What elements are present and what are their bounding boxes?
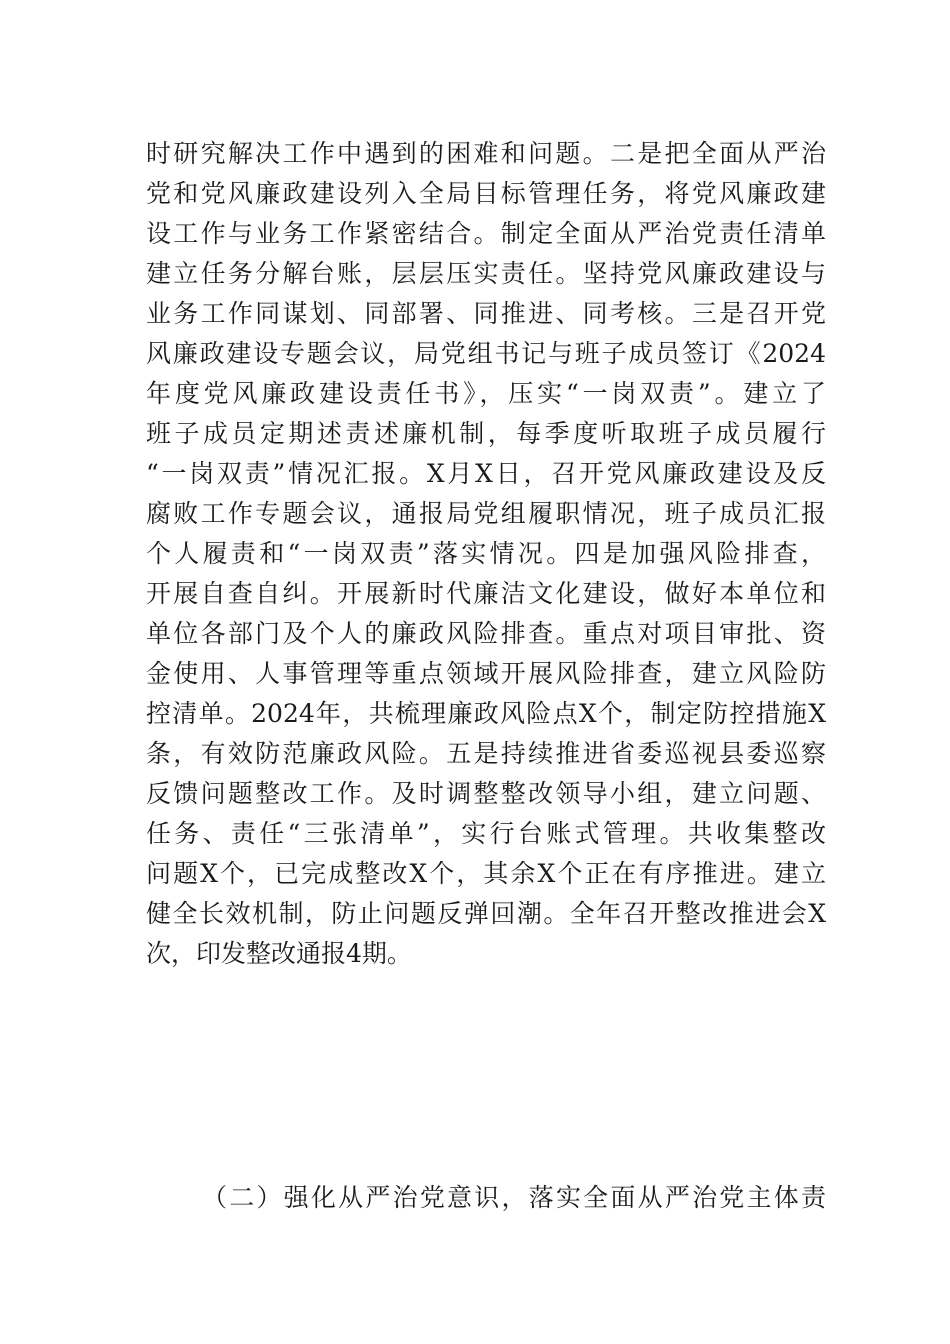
paragraph-line-13: 单位各部门及个人的廉政风险排查。重点对项目审批、资 [146, 619, 826, 648]
paragraph-line-21: 次，印发整改通报4期。 [146, 939, 412, 968]
paragraph-line-7: 年度党风廉政建设责任书》，压实“一岗双责”。建立了 [146, 379, 826, 408]
paragraph-line-10: 腐败工作专题会议，通报局党组履职情况，班子成员汇报 [146, 499, 826, 528]
body-paragraph [146, 134, 826, 974]
paragraph-line-14: 金使用、人事管理等重点领域开展风险排查，建立风险防 [146, 659, 826, 688]
paragraph-line-16: 条，有效防范廉政风险。五是持续推进省委巡视县委巡察 [146, 739, 826, 768]
paragraph-line-19: 问题X个，已完成整改X个，其余X个正在有序推进。建立 [146, 859, 826, 888]
paragraph-line-15: 控清单。2024年，共梳理廉政风险点X个，制定防控措施X [146, 699, 826, 728]
paragraph-line-17: 反馈问题整改工作。及时调整整改领导小组，建立问题、 [146, 779, 826, 808]
paragraph-line-3: 设工作与业务工作紧密结合。制定全面从严治党责任清单 [146, 219, 826, 248]
paragraph-line-5: 业务工作同谋划、同部署、同推进、同考核。三是召开党 [146, 299, 826, 328]
paragraph-line-18: 任务、责任“三张清单”，实行台账式管理。共收集整改 [146, 819, 826, 848]
paragraph-line-1: 时研究解决工作中遇到的困难和问题。二是把全面从严治 [146, 139, 826, 168]
paragraph-line-8: 班子成员定期述责述廉机制，每季度听取班子成员履行 [146, 419, 826, 448]
paragraph-line-20: 健全长效机制，防止问题反弹回潮。全年召开整改推进会X [146, 899, 826, 928]
paragraph-line-9: “一岗双责”情况汇报。X月X日，召开党风廉政建设及反 [146, 459, 826, 488]
paragraph-line-12: 开展自查自纠。开展新时代廉洁文化建设，做好本单位和 [146, 579, 826, 608]
paragraph-line-4: 建立任务分解台账，层层压实责任。坚持党风廉政建设与 [146, 259, 826, 288]
paragraph-line-6: 风廉政建设专题会议，局党组书记与班子成员签订《2024 [146, 339, 826, 368]
paragraph-line-11: 个人履责和“一岗双责”落实情况。四是加强风险排查， [146, 539, 826, 568]
paragraph-line-2: 党和党风廉政建设列入全局目标管理任务，将党风廉政建 [146, 179, 826, 208]
section-heading: （二）强化从严治党意识，落实全面从严治党主体责 [202, 1183, 826, 1212]
